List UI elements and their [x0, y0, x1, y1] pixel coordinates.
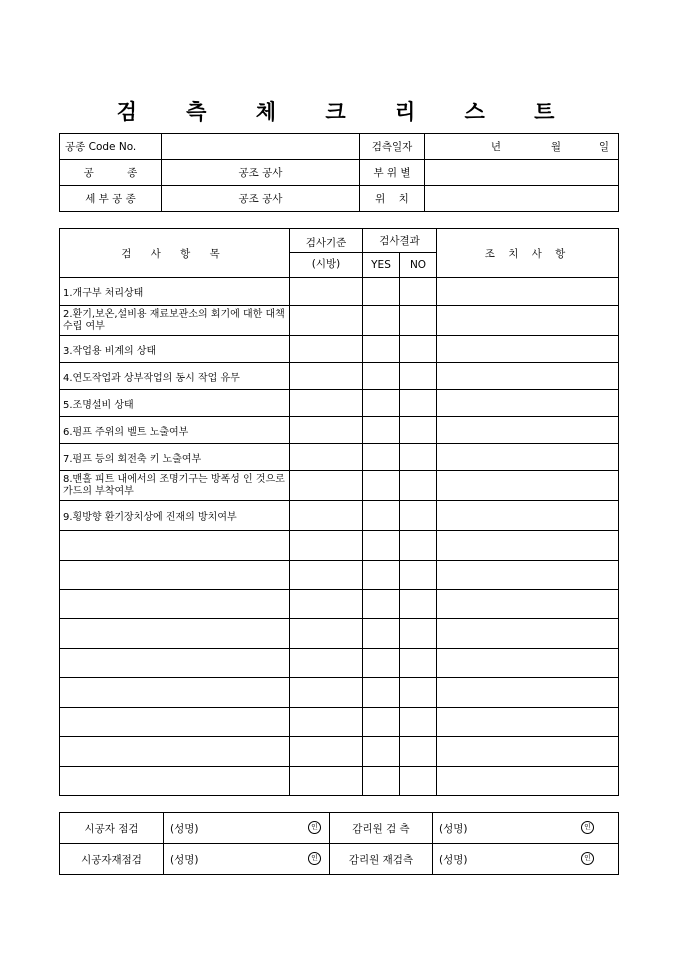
item-cell[interactable] [60, 678, 290, 708]
item-label: 9.횡방향 환기장치상에 진재의 방치여부 [60, 501, 290, 531]
yes-cell[interactable] [363, 278, 400, 306]
yes-cell[interactable] [363, 767, 400, 796]
yes-cell[interactable] [363, 649, 400, 678]
col-no-header: NO [400, 253, 437, 278]
action-cell[interactable] [437, 501, 619, 531]
action-cell[interactable] [437, 767, 619, 796]
item-cell[interactable] [60, 767, 290, 796]
seal-icon: 인 [308, 821, 321, 834]
yes-cell[interactable] [363, 471, 400, 501]
contractor-check-sign[interactable] [164, 813, 330, 844]
col-item-header: 검 사 항 목 [60, 229, 290, 278]
date-label: 검측일자 [360, 134, 425, 160]
action-cell[interactable] [437, 363, 619, 390]
date-month-label: 월 [550, 141, 561, 153]
action-cell[interactable] [437, 444, 619, 471]
criteria-cell[interactable] [290, 306, 363, 336]
action-cell[interactable] [437, 619, 619, 649]
item-cell[interactable] [60, 708, 290, 737]
action-cell[interactable] [437, 678, 619, 708]
action-cell[interactable] [437, 737, 619, 767]
yes-cell[interactable] [363, 590, 400, 619]
code-field[interactable] [162, 134, 360, 160]
item-cell[interactable] [60, 619, 290, 649]
yes-cell[interactable] [363, 531, 400, 561]
location-field[interactable] [425, 186, 619, 212]
name-placeholder: (성명) [439, 822, 468, 835]
date-year-label: 년 [490, 141, 501, 153]
col-criteria-header: 검사기준 [290, 229, 363, 253]
yes-cell[interactable] [363, 619, 400, 649]
supervisor-recheck-label: 감리원 재검측 [330, 844, 433, 875]
yes-cell[interactable] [363, 501, 400, 531]
action-cell[interactable] [437, 390, 619, 417]
location-label: 위 치 [360, 186, 425, 212]
criteria-cell[interactable] [290, 417, 363, 444]
signature-table [59, 812, 619, 875]
item-cell[interactable] [60, 590, 290, 619]
empty-row [60, 767, 619, 796]
date-day-label: 일 [598, 141, 609, 153]
seal-icon: 인 [308, 852, 321, 865]
action-cell[interactable] [437, 278, 619, 306]
empty-row [60, 737, 619, 767]
part-field[interactable] [425, 160, 619, 186]
supervisor-check-label: 감리원 검 측 [330, 813, 433, 844]
no-cell[interactable] [400, 444, 437, 471]
no-cell[interactable] [400, 501, 437, 531]
yes-cell[interactable] [363, 417, 400, 444]
yes-cell[interactable] [363, 708, 400, 737]
criteria-cell[interactable] [290, 363, 363, 390]
yes-cell[interactable] [363, 363, 400, 390]
yes-cell[interactable] [363, 737, 400, 767]
criteria-cell[interactable] [290, 561, 363, 590]
criteria-cell[interactable] [290, 678, 363, 708]
criteria-cell[interactable] [290, 278, 363, 306]
yes-cell[interactable] [363, 336, 400, 363]
name-placeholder: (성명) [170, 853, 199, 866]
action-cell[interactable] [437, 471, 619, 501]
subtrade-label: 세 부 공 종 [60, 186, 162, 212]
item-label: 2.환기,보온,설비용 재료보관소의 회기에 대한 대책수립 여부 [60, 306, 290, 336]
no-cell[interactable] [400, 336, 437, 363]
criteria-cell[interactable] [290, 531, 363, 561]
page-title: 검 측 체 크 리 스 트 [116, 99, 576, 124]
code-label: 공종 Code No. [60, 134, 162, 160]
yes-cell[interactable] [363, 444, 400, 471]
criteria-cell[interactable] [290, 737, 363, 767]
name-placeholder: (성명) [439, 853, 468, 866]
seal-icon: 인 [581, 821, 594, 834]
header-table [59, 133, 619, 212]
empty-row [60, 619, 619, 649]
action-cell[interactable] [437, 531, 619, 561]
no-cell[interactable] [400, 767, 437, 796]
supervisor-recheck-sign[interactable] [433, 844, 619, 875]
empty-row [60, 561, 619, 590]
item-label: 7.펌프 등의 회전축 키 노출여부 [60, 444, 290, 471]
item-cell[interactable] [60, 649, 290, 678]
inspection-table [59, 228, 619, 796]
action-cell[interactable] [437, 336, 619, 363]
action-cell[interactable] [437, 561, 619, 590]
date-field[interactable] [425, 134, 619, 160]
no-cell[interactable] [400, 561, 437, 590]
no-cell[interactable] [400, 678, 437, 708]
item-label: 8.맨홀 피트 내에서의 조명기구는 방폭성 인 것으로 가드의 부착여부 [60, 471, 290, 501]
no-cell[interactable] [400, 590, 437, 619]
contractor-recheck-sign[interactable] [164, 844, 330, 875]
criteria-cell[interactable] [290, 708, 363, 737]
yes-cell[interactable] [363, 678, 400, 708]
item-label: 3.작업용 비계의 상태 [60, 336, 290, 363]
no-cell[interactable] [400, 531, 437, 561]
criteria-cell[interactable] [290, 390, 363, 417]
criteria-cell[interactable] [290, 471, 363, 501]
criteria-cell[interactable] [290, 590, 363, 619]
no-cell[interactable] [400, 278, 437, 306]
no-cell[interactable] [400, 363, 437, 390]
trade-label: 공 종 [60, 160, 162, 186]
no-cell[interactable] [400, 390, 437, 417]
action-cell[interactable] [437, 590, 619, 619]
item-cell[interactable] [60, 737, 290, 767]
action-cell[interactable] [437, 417, 619, 444]
empty-row [60, 678, 619, 708]
criteria-cell[interactable] [290, 619, 363, 649]
criteria-cell[interactable] [290, 336, 363, 363]
action-cell[interactable] [437, 306, 619, 336]
part-label: 부 위 별 [360, 160, 425, 186]
item-label: 1.개구부 처리상태 [60, 278, 290, 306]
yes-cell[interactable] [363, 390, 400, 417]
no-cell[interactable] [400, 471, 437, 501]
empty-row [60, 708, 619, 737]
seal-icon: 인 [581, 852, 594, 865]
no-cell[interactable] [400, 619, 437, 649]
col-criteria-sub: (시방) [290, 253, 363, 278]
trade-field[interactable]: 공조 공사 [162, 160, 360, 186]
name-placeholder: (성명) [170, 822, 199, 835]
yes-cell[interactable] [363, 306, 400, 336]
no-cell[interactable] [400, 306, 437, 336]
col-result-header: 검사결과 [363, 229, 437, 253]
contractor-check-label: 시공자 점검 [60, 813, 164, 844]
item-cell[interactable] [60, 561, 290, 590]
criteria-cell[interactable] [290, 649, 363, 678]
no-cell[interactable] [400, 417, 437, 444]
contractor-recheck-label: 시공자재점검 [60, 844, 164, 875]
criteria-cell[interactable] [290, 501, 363, 531]
item-label: 4.연도작업과 상부작업의 동시 작업 유무 [60, 363, 290, 390]
col-yes-header: YES [363, 253, 400, 278]
empty-row [60, 590, 619, 619]
no-cell[interactable] [400, 708, 437, 737]
yes-cell[interactable] [363, 561, 400, 590]
no-cell[interactable] [400, 737, 437, 767]
supervisor-check-sign[interactable] [433, 813, 619, 844]
item-label: 5.조명설비 상태 [60, 390, 290, 417]
criteria-cell[interactable] [290, 767, 363, 796]
item-cell[interactable] [60, 531, 290, 561]
empty-row [60, 531, 619, 561]
action-cell[interactable] [437, 649, 619, 678]
col-action-header: 조 치 사 항 [437, 229, 619, 278]
action-cell[interactable] [437, 708, 619, 737]
no-cell[interactable] [400, 649, 437, 678]
empty-row [60, 649, 619, 678]
subtrade-field[interactable]: 공조 공사 [162, 186, 360, 212]
criteria-cell[interactable] [290, 444, 363, 471]
item-label: 6.펌프 주위의 벨트 노출여부 [60, 417, 290, 444]
